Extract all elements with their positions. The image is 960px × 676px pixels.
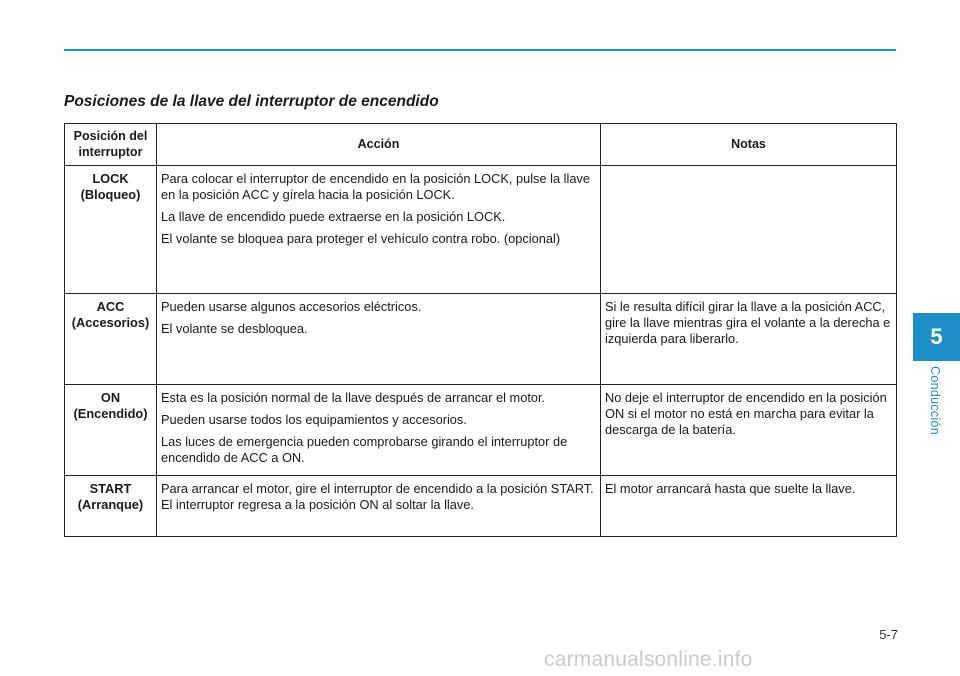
page-number: 5-7 bbox=[879, 627, 898, 642]
position-cell bbox=[65, 385, 157, 476]
notes-cell: El motor arrancará hasta que suelte la llave. bbox=[601, 476, 897, 537]
action-text: Para arrancar el motor, gire el interruptor de encendido a la posición START. El interruptor regresa a la posición ON al soltar la llave. bbox=[161, 481, 594, 512]
position-name: ACC bbox=[96, 299, 125, 314]
position-name: LOCK bbox=[92, 171, 129, 186]
position-subtitle: (Accesorios) bbox=[71, 314, 150, 330]
action-text: El volante se desbloquea. bbox=[161, 320, 308, 336]
action-cell bbox=[157, 476, 601, 537]
notes-cell: No deje el interruptor de encendido en la posición ON si el motor no está en marcha para evitar la descarga de la batería. bbox=[601, 385, 897, 476]
watermark-text: carmanualsonline.info bbox=[544, 648, 753, 671]
action-text: La llave de encendido puede extraerse en la posición LOCK. bbox=[161, 208, 506, 224]
table-row bbox=[65, 294, 897, 385]
action-text: Pueden usarse algunos accesorios eléctricos. bbox=[161, 299, 422, 314]
action-text: Las luces de emergencia pueden comprobarse girando el interruptor de encendido de ACC a ON. bbox=[161, 433, 568, 465]
action-cell bbox=[157, 166, 601, 294]
section-title: Posiciones de la llave del interruptor de encendido bbox=[64, 93, 439, 110]
action-cell bbox=[157, 385, 601, 476]
position-cell bbox=[65, 476, 157, 537]
ignition-positions-table bbox=[64, 123, 897, 537]
table-row bbox=[65, 476, 897, 537]
position-name: START bbox=[89, 481, 132, 496]
action-text: El volante se bloquea para proteger el vehículo contra robo. (opcional) bbox=[161, 230, 561, 246]
position-subtitle: (Arranque) bbox=[77, 496, 144, 512]
position-subtitle: (Encendido) bbox=[73, 405, 148, 421]
table-row bbox=[65, 385, 897, 476]
action-text: Para colocar el interruptor de encendido en la posición LOCK, pulse la llave en la posición ACC y gírela hacia la posición LOCK. bbox=[161, 171, 590, 202]
action-cell bbox=[157, 294, 601, 385]
position-name: ON bbox=[100, 390, 121, 405]
position-cell bbox=[65, 166, 157, 294]
notes-cell bbox=[601, 166, 897, 294]
position-cell bbox=[65, 294, 157, 385]
chapter-number-tab: 5 bbox=[913, 313, 960, 361]
action-text: Pueden usarse todos los equipamientos y accesorios. bbox=[161, 411, 467, 427]
table-header-row bbox=[65, 124, 897, 166]
table-row bbox=[65, 166, 897, 294]
header-action: Acción bbox=[157, 124, 601, 166]
header-notes: Notas bbox=[601, 124, 897, 166]
top-rule bbox=[64, 49, 896, 51]
header-position: Posición del interruptor bbox=[65, 124, 157, 166]
notes-cell: Si le resulta difícil girar la llave a la posición ACC, gire la llave mientras gira el volante a la derecha e izquierda para liberarlo. bbox=[601, 294, 897, 385]
chapter-label: Conducción bbox=[928, 366, 942, 436]
action-text: Esta es la posición normal de la llave después de arrancar el motor. bbox=[161, 390, 546, 405]
position-subtitle: (Bloqueo) bbox=[80, 186, 141, 202]
